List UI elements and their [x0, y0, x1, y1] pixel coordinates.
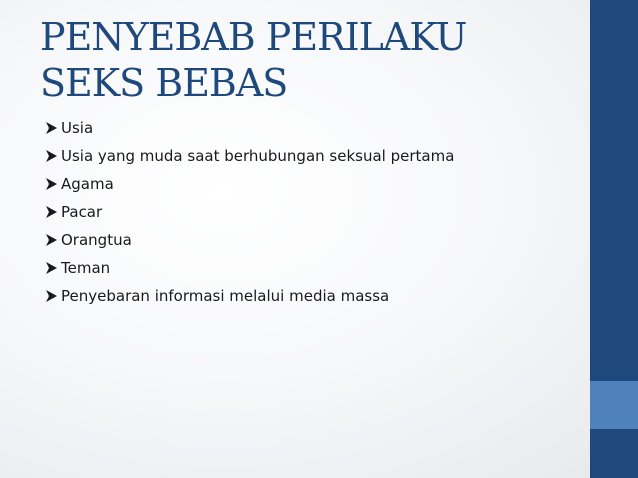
list-item: [46, 254, 576, 282]
list-item: [46, 114, 576, 142]
bullet-text: Orangtua: [61, 231, 132, 249]
bullet-text: Pacar: [61, 203, 103, 221]
bullet-list: [46, 114, 576, 310]
arrowhead-bullet-icon: [46, 234, 58, 246]
arrowhead-bullet-icon: [46, 150, 58, 162]
bullet-text: Usia: [61, 119, 94, 137]
list-item: [46, 198, 576, 226]
arrowhead-bullet-icon: [46, 122, 58, 134]
list-item: [46, 226, 576, 254]
bullet-text: Agama: [61, 175, 114, 193]
list-item: [46, 170, 576, 198]
bullet-text: Usia yang muda saat berhubungan seksual pertama: [61, 147, 455, 165]
sidebar-accent-block: [590, 381, 638, 429]
bullet-text: Teman: [61, 259, 111, 277]
list-item: [46, 142, 576, 170]
arrowhead-bullet-icon: [46, 206, 58, 218]
arrowhead-bullet-icon: [46, 178, 58, 190]
slide-title: PENYEBAB PERILAKU SEKS BEBAS: [40, 15, 467, 105]
arrowhead-bullet-icon: [46, 290, 58, 302]
bullet-text: Penyebaran informasi melalui media massa: [61, 287, 390, 305]
arrowhead-bullet-icon: [46, 262, 58, 274]
list-item: [46, 282, 576, 310]
